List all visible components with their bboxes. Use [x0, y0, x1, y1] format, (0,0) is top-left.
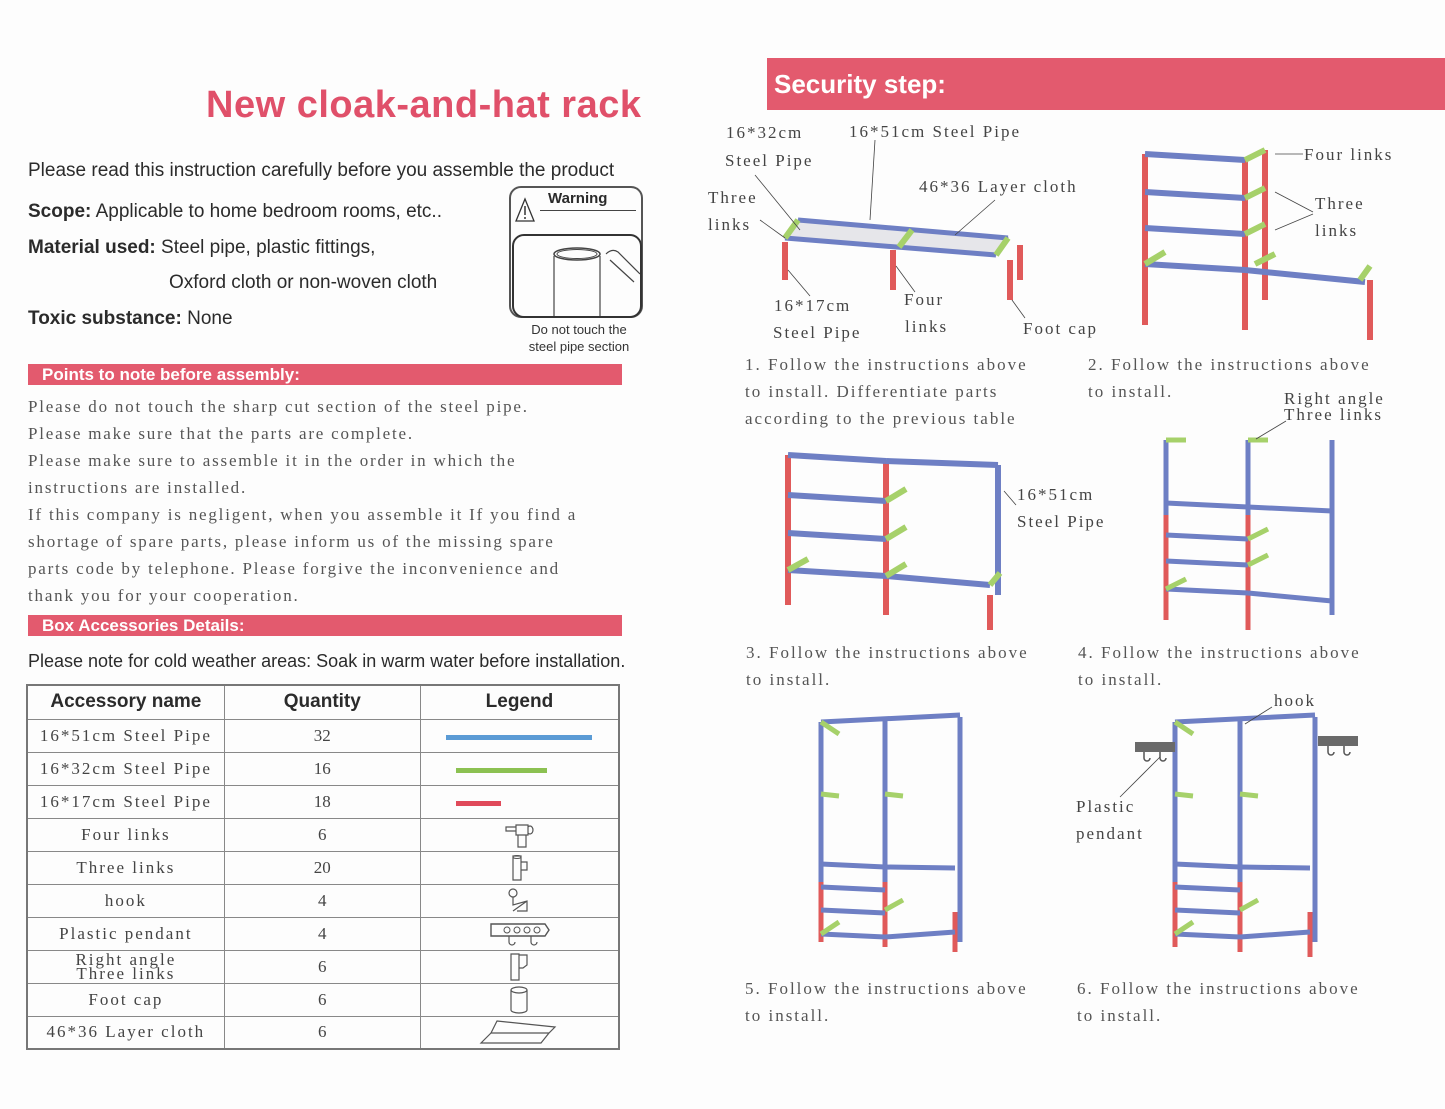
accessory-name: Three links — [27, 851, 224, 884]
plastic-pendant-icon — [487, 920, 551, 948]
warning-caption-line-2: steel pipe section — [528, 339, 630, 354]
blue-pipe-line-icon — [446, 735, 592, 740]
step-6-line-2: to install. — [1077, 1006, 1163, 1025]
legend-cell — [420, 884, 619, 917]
step-1-line-2: to install. Differentiate parts — [745, 382, 999, 401]
table-header-row — [27, 685, 619, 719]
accessory-quantity: 6 — [224, 818, 420, 851]
legend-cell — [420, 719, 619, 752]
legend-cell — [420, 1016, 619, 1049]
accessory-name: 46*36 Layer cloth — [27, 1016, 224, 1049]
column-header-quantity: Quantity — [224, 685, 420, 719]
note-line: shortage of spare parts, please inform us of the missing spare — [28, 532, 555, 551]
warning-underline — [540, 210, 636, 211]
accessory-name: Foot cap — [27, 983, 224, 1016]
column-header-name: Accessory name — [27, 685, 224, 719]
label-plastic-pendant-1: Plastic — [1076, 797, 1136, 816]
label-three-links-2: links — [1315, 221, 1359, 240]
cold-weather-note: Please note for cold weather areas: Soak in warm water before installation. — [28, 651, 626, 671]
accessory-name-line-1: Right angle — [75, 949, 177, 969]
accessory-name: 16*51cm Steel Pipe — [27, 719, 224, 752]
step-2-line-1: 2. Follow the instructions above — [1088, 355, 1371, 374]
table-row — [27, 752, 619, 785]
label-four-2: links — [905, 317, 949, 336]
warning-caption-line-1: Do not touch the — [531, 322, 627, 337]
accessory-name: 16*17cm Steel Pipe — [27, 785, 224, 818]
hook-icon — [505, 887, 533, 915]
label-three-1: Three — [708, 188, 758, 207]
label-three-2: links — [708, 215, 752, 234]
legend-cell — [420, 983, 619, 1016]
plastic-pendant-left-icon — [1135, 742, 1175, 761]
step-6-line-1: 6. Follow the instructions above — [1077, 979, 1360, 998]
label-right-angle-2: Three links — [1284, 405, 1383, 424]
step-3-text — [746, 639, 1029, 693]
note-line: Please make sure to assemble it in the order in which the — [28, 451, 517, 470]
scope-value: Applicable to home bedroom rooms, etc.. — [95, 201, 442, 222]
security-step-header — [767, 58, 1445, 110]
diagram-step-3 — [780, 445, 1010, 635]
diagram-step-4 — [1160, 435, 1340, 635]
step-4-line-1: 4. Follow the instructions above — [1078, 643, 1361, 662]
diagram-step-5 — [815, 712, 970, 957]
warning-caption — [512, 321, 646, 355]
label-layer-cloth: 46*36 Layer cloth — [919, 177, 1078, 196]
table-row — [27, 851, 619, 884]
table-row — [27, 950, 619, 983]
label-pipe51-step3-2: Steel Pipe — [1017, 512, 1106, 531]
accessory-quantity: 6 — [224, 950, 420, 983]
legend-cell — [420, 818, 619, 851]
legend-cell — [420, 752, 619, 785]
accessory-name — [27, 950, 224, 983]
accessory-quantity: 32 — [224, 719, 420, 752]
label-plastic-pendant-2: pendant — [1076, 824, 1144, 843]
step-1-line-3: according to the previous table — [745, 409, 1017, 428]
four-links-icon — [502, 821, 536, 849]
label-four-links: Four links — [1304, 145, 1394, 164]
accessories-table — [26, 684, 620, 1050]
step-5-line-1: 5. Follow the instructions above — [745, 979, 1028, 998]
diagram-step-6 — [1130, 712, 1370, 967]
table-row — [27, 983, 619, 1016]
diagram-step-1 — [700, 120, 1040, 320]
intro-text: Please read this instruction carefully before you assemble the product — [28, 160, 615, 181]
column-header-legend: Legend — [420, 685, 619, 719]
step-4-text — [1078, 639, 1361, 693]
accessory-quantity: 16 — [224, 752, 420, 785]
pipe-illustration — [512, 234, 642, 318]
legend-cell — [420, 851, 619, 884]
layer-cloth-icon — [479, 1018, 559, 1046]
table-row — [27, 884, 619, 917]
accessory-quantity: 20 — [224, 851, 420, 884]
red-pipe-line-icon — [456, 801, 501, 806]
accessory-name: Plastic pendant — [27, 917, 224, 950]
step-3-line-1: 3. Follow the instructions above — [746, 643, 1029, 662]
table-row — [27, 917, 619, 950]
material-label: Material used: — [28, 237, 156, 258]
toxic-value: None — [187, 308, 233, 329]
legend-cell — [420, 917, 619, 950]
label-pipe17-1: 16*17cm — [774, 296, 852, 315]
step-1-line-1: 1. Follow the instructions above — [745, 355, 1028, 374]
label-right-angle-1: Right angle — [1284, 389, 1385, 408]
note-line: Please make sure that the parts are complete. — [28, 424, 414, 443]
accessory-name: hook — [27, 884, 224, 917]
note-line: Please do not touch the sharp cut section of the steel pipe. — [28, 397, 529, 416]
foot-cap-icon — [509, 986, 529, 1014]
right-angle-three-links-icon — [507, 952, 531, 982]
material-value-1: Steel pipe, plastic fittings, — [161, 237, 376, 258]
page-title: New cloak-and-hat rack — [206, 84, 642, 126]
note-line: thank you for your cooperation. — [28, 586, 300, 605]
label-pipe51: 16*51cm Steel Pipe — [849, 122, 1021, 141]
accessory-quantity: 4 — [224, 917, 420, 950]
scope-label: Scope: — [28, 201, 92, 222]
legend-cell — [420, 950, 619, 983]
green-pipe-line-icon — [456, 768, 547, 773]
points-list — [28, 393, 678, 609]
label-hook: hook — [1274, 691, 1316, 710]
label-four-1: Four — [904, 290, 945, 309]
label-pipe32-1: 16*32cm — [726, 123, 804, 142]
label-pipe32-2: Steel Pipe — [725, 151, 814, 170]
toxic-label: Toxic substance: — [28, 308, 182, 329]
accessory-quantity: 6 — [224, 983, 420, 1016]
three-links-icon — [507, 854, 531, 882]
steel-pipe-icon — [514, 236, 640, 316]
step-3-line-2: to install. — [746, 670, 832, 689]
note-line: instructions are installed. — [28, 478, 248, 497]
plastic-pendant-right-icon — [1318, 736, 1358, 755]
box-accessories-header: Box Accessories Details: — [28, 615, 622, 636]
accessory-name-line-2: Three links — [76, 963, 176, 983]
step-4-line-2: to install. — [1078, 670, 1164, 689]
toxic-line — [28, 308, 233, 330]
table-row — [27, 719, 619, 752]
accessory-quantity: 18 — [224, 785, 420, 818]
step-6-text — [1077, 975, 1360, 1029]
accessory-quantity: 6 — [224, 1016, 420, 1049]
step-2-line-2: to install. — [1088, 382, 1174, 401]
accessory-name: Four links — [27, 818, 224, 851]
label-pipe17-2: Steel Pipe — [773, 323, 862, 342]
label-pipe51-step3-1: 16*51cm — [1017, 485, 1095, 504]
material-value-2: Oxford cloth or non-woven cloth — [169, 272, 438, 293]
accessory-quantity: 4 — [224, 884, 420, 917]
table-row — [27, 818, 619, 851]
legend-cell — [420, 785, 619, 818]
warning-triangle-icon — [514, 196, 536, 224]
step-5-text — [745, 975, 1028, 1029]
step-5-line-2: to install. — [745, 1006, 831, 1025]
security-step-title: Security step: — [774, 69, 946, 99]
table-row — [27, 1016, 619, 1049]
material-line — [28, 237, 375, 259]
note-line: If this company is negligent, when you assemble it If you find a — [28, 505, 578, 524]
label-foot-cap: Foot cap — [1023, 319, 1099, 338]
step-1-text — [745, 351, 1028, 432]
accessory-name: 16*32cm Steel Pipe — [27, 752, 224, 785]
scope-line — [28, 201, 442, 223]
table-row — [27, 785, 619, 818]
label-three-links-1: Three — [1315, 194, 1365, 213]
note-line: parts code by telephone. Please forgive the inconvenience and — [28, 559, 560, 578]
points-header: Points to note before assembly: — [28, 364, 622, 385]
warning-title: Warning — [548, 190, 608, 207]
